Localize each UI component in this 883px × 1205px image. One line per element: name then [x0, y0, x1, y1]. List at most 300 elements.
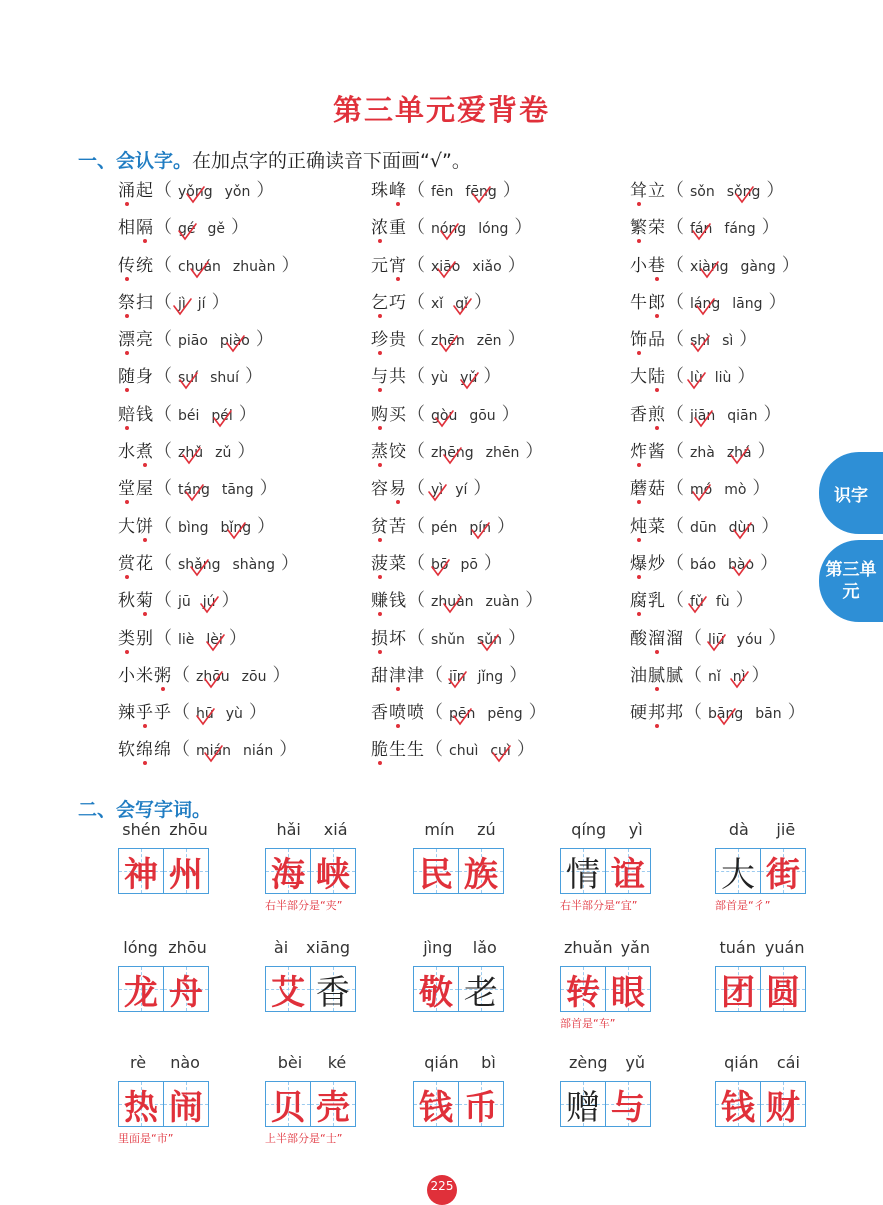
word-writing-group	[715, 820, 815, 913]
pinyin-option[interactable]: mò	[724, 482, 747, 499]
pinyin-option[interactable]: xiǎo	[472, 258, 502, 275]
pinyin-label: zhuǎn	[563, 938, 613, 957]
emphasis-dot	[378, 239, 382, 243]
pinyin-option[interactable]: bǐng	[221, 513, 252, 543]
pinyin-label: lóng	[123, 938, 158, 957]
checkmark-icon	[435, 260, 457, 280]
hanzi-char: 财	[765, 1087, 800, 1128]
pinyin-option[interactable]: zhuàn	[431, 587, 474, 617]
pinyin-option[interactable]: sǔn	[477, 625, 502, 655]
open-paren: （	[154, 217, 172, 239]
checkmark-icon	[446, 670, 468, 690]
tianzige-box[interactable]	[163, 1081, 209, 1127]
vocab-word: 繁荣	[630, 213, 666, 243]
vocab-word: 油腻腻	[630, 661, 684, 691]
vocab-word: 涌起	[118, 176, 154, 206]
emphasis-dot	[655, 277, 659, 281]
vocab-word: 传统	[118, 251, 154, 281]
close-paren: ）	[739, 329, 758, 351]
pinyin-option[interactable]: bān	[755, 706, 782, 723]
tianzige-box[interactable]	[310, 966, 356, 1012]
pinyin-option[interactable]: zhǔ	[178, 438, 203, 468]
tianzige-box[interactable]	[163, 848, 209, 894]
close-paren: ）	[231, 217, 249, 239]
close-paren: ）	[279, 739, 298, 761]
word-writing-group	[560, 820, 660, 913]
checkmark-icon	[188, 260, 210, 280]
pinyin-label: zèng	[568, 1053, 608, 1072]
writing-grid	[118, 848, 218, 894]
tianzige-box[interactable]	[715, 1081, 761, 1127]
pinyin-option[interactable]: pō	[460, 556, 478, 573]
hanzi-char: 敬	[419, 972, 453, 1013]
emphasis-dot	[125, 388, 129, 392]
tianzige-box[interactable]	[458, 848, 504, 894]
vocab-row	[118, 549, 838, 586]
vocab-item	[630, 661, 770, 691]
vocab-item	[371, 661, 527, 691]
word-writing-group	[413, 938, 513, 1012]
open-paren: （	[154, 366, 172, 388]
pinyin-option[interactable]: zhuàn	[232, 258, 276, 275]
emphasis-dot	[125, 351, 129, 355]
pinyin-option[interactable]: hū	[196, 699, 214, 729]
checkmark-icon	[202, 670, 224, 690]
emphasis-dot	[637, 202, 641, 206]
open-paren: （	[154, 627, 172, 649]
pinyin-option[interactable]: sǒn	[690, 184, 715, 200]
hanzi-char: 转	[566, 972, 600, 1013]
tianzige-box[interactable]	[760, 966, 806, 1012]
pinyin-option[interactable]: xiàng	[690, 252, 729, 282]
pinyin-option[interactable]: zhēng	[431, 438, 474, 468]
pinyin-option[interactable]: lù	[690, 363, 703, 393]
vocab-word: 贫苦	[371, 512, 407, 542]
vocab-word: 赔钱	[118, 400, 154, 430]
word-writing-group	[265, 938, 365, 1012]
pinyin-option[interactable]: zhá	[727, 438, 752, 468]
checkmark-icon	[478, 633, 500, 653]
section-2-number: 二、	[78, 799, 117, 821]
checkmark-icon	[194, 707, 216, 727]
pinyin-option[interactable]: gōu	[469, 407, 496, 424]
emphasis-dot	[143, 724, 147, 728]
emphasis-dot	[378, 388, 382, 392]
emphasis-dot	[637, 575, 641, 579]
tianzige-box[interactable]	[118, 1081, 164, 1127]
vocab-item	[118, 437, 255, 467]
checkmark-icon	[685, 371, 707, 391]
pinyin-option[interactable]: yí	[455, 482, 468, 499]
pinyin-option[interactable]: suí	[178, 363, 198, 393]
open-paren: （	[666, 291, 684, 313]
open-paren: （	[407, 552, 425, 574]
pinyin-option[interactable]: yǒng	[178, 177, 213, 207]
vocab-item	[371, 325, 526, 355]
tianzige-box[interactable]	[265, 966, 311, 1012]
pinyin-line	[560, 938, 654, 960]
pinyin-option[interactable]: nián	[242, 743, 274, 760]
open-paren: （	[666, 590, 684, 612]
checkmark-icon	[426, 483, 448, 503]
emphasis-dot	[125, 277, 129, 281]
pinyin-option[interactable]: chuán	[178, 252, 221, 282]
pinyin-option[interactable]: báo	[690, 556, 717, 573]
checkmark-icon	[180, 446, 202, 466]
word-writing-group	[118, 820, 218, 894]
pinyin-label: tuán	[719, 938, 756, 957]
hanzi-char: 赠	[566, 1087, 600, 1128]
hanzi-char: 神	[124, 854, 158, 895]
word-writing-group	[413, 1053, 513, 1127]
open-paren: （	[172, 664, 190, 686]
open-paren: （	[407, 627, 425, 649]
tianzige-box[interactable]	[560, 1081, 606, 1127]
pinyin-option[interactable]: gòu	[431, 401, 457, 431]
vocab-word: 元宵	[371, 251, 407, 281]
vocab-item	[371, 362, 501, 392]
open-paren: （	[154, 180, 172, 201]
open-paren: （	[666, 366, 684, 388]
vocab-row	[118, 362, 838, 399]
writing-grid	[265, 1081, 365, 1127]
checkmark-icon	[698, 260, 720, 280]
vocab-item	[118, 251, 299, 281]
pinyin-option[interactable]: jí	[197, 295, 206, 312]
checkmark-icon	[728, 446, 750, 466]
vocab-word: 耸立	[630, 176, 666, 206]
pinyin-line	[265, 1053, 359, 1075]
pinyin-option[interactable]: pín	[469, 513, 491, 543]
tianzige-box[interactable]	[413, 848, 459, 894]
pinyin-line	[118, 820, 212, 842]
vocab-word: 炸酱	[630, 437, 666, 467]
checkmark-icon	[441, 595, 463, 615]
pinyin-option[interactable]: dūn	[690, 519, 717, 536]
close-paren: ）	[507, 254, 526, 276]
pinyin-option[interactable]: táng	[178, 475, 210, 505]
pinyin-option[interactable]: nǐ	[708, 668, 721, 685]
vocab-word: 浓重	[371, 213, 407, 243]
pinyin-line	[560, 1053, 654, 1075]
checkmark-icon	[730, 558, 752, 578]
pinyin-option[interactable]: zhēn	[431, 326, 465, 356]
vocab-item	[371, 698, 547, 728]
pinyin-option[interactable]: qiān	[727, 407, 758, 424]
pinyin-option[interactable]: béi	[178, 407, 200, 424]
reading-exercise	[118, 176, 838, 773]
vocab-row	[118, 624, 838, 661]
pinyin-option[interactable]: mó	[690, 475, 712, 505]
open-paren: （	[666, 515, 684, 537]
close-paren: ）	[248, 702, 267, 724]
pinyin-option[interactable]: bāng	[708, 699, 743, 729]
close-paren: ）	[257, 515, 276, 537]
close-paren: ）	[761, 217, 780, 239]
pinyin-option[interactable]: lèi	[206, 625, 222, 655]
vocab-row	[118, 325, 838, 362]
emphasis-dot	[396, 277, 400, 281]
emphasis-dot	[378, 650, 382, 654]
emphasis-dot	[396, 687, 400, 691]
close-paren: ）	[525, 590, 544, 612]
pinyin-option[interactable]: jū	[178, 594, 191, 611]
tianzige-box[interactable]	[605, 848, 651, 894]
pinyin-option[interactable]: liù	[714, 370, 732, 387]
checkmark-icon	[171, 297, 193, 317]
close-paren: ）	[211, 291, 230, 313]
tianzige-box[interactable]	[458, 1081, 504, 1127]
pinyin-option[interactable]: jǐng	[477, 668, 504, 685]
pinyin-option[interactable]: bō	[431, 550, 448, 580]
vocab-item	[371, 400, 520, 430]
tianzige-box[interactable]	[163, 966, 209, 1012]
tianzige-box[interactable]	[560, 966, 606, 1012]
tianzige-box[interactable]	[605, 1081, 651, 1127]
pinyin-option[interactable]: xǐ	[431, 295, 444, 312]
checkmark-icon	[183, 483, 205, 503]
emphasis-dot	[396, 724, 400, 728]
open-paren: （	[666, 217, 684, 239]
pinyin-option[interactable]: bìng	[178, 519, 209, 536]
vocab-word: 香煎	[630, 400, 666, 430]
vocab-item	[630, 624, 786, 654]
pinyin-option[interactable]: zēn	[476, 333, 502, 350]
vocab-row	[118, 735, 838, 772]
pinyin-option[interactable]: pēn	[449, 699, 475, 729]
close-paren: ）	[751, 664, 770, 686]
tianzige-box[interactable]	[265, 1081, 311, 1127]
pinyin-option[interactable]: shì	[690, 326, 710, 356]
emphasis-dot	[637, 538, 641, 542]
vocab-word: 牛郎	[630, 288, 666, 318]
open-paren: （	[154, 329, 172, 351]
pinyin-option[interactable]: gě	[207, 221, 225, 238]
pinyin-option[interactable]: bào	[728, 550, 754, 580]
pinyin-option[interactable]: liū	[708, 625, 725, 655]
pinyin-option[interactable]: shàng	[232, 556, 276, 573]
close-paren: ）	[528, 702, 547, 724]
emphasis-dot	[378, 463, 382, 467]
hanzi-char: 贝	[271, 1087, 305, 1128]
pinyin-option[interactable]: zhōu	[196, 662, 230, 692]
close-paren: ）	[483, 552, 502, 574]
pinyin-option[interactable]: cuì	[490, 736, 510, 766]
pinyin-option[interactable]: fēng	[465, 177, 496, 207]
pinyin-option[interactable]: piāo	[178, 333, 208, 350]
pinyin-option[interactable]: jīn	[449, 662, 466, 692]
pinyin-option[interactable]: fēn	[431, 184, 454, 200]
word-writing-group	[560, 938, 660, 1031]
hanzi-char: 舟	[168, 972, 203, 1013]
tianzige-box[interactable]	[458, 966, 504, 1012]
open-paren: （	[425, 664, 443, 686]
pinyin-option[interactable]: jú	[203, 587, 216, 617]
checkmark-icon	[469, 521, 491, 541]
pinyin-option[interactable]: yǒn	[224, 184, 251, 200]
vocab-item	[118, 735, 297, 765]
pinyin-line	[413, 1053, 507, 1075]
pinyin-option[interactable]: piào	[220, 326, 250, 356]
close-paren: ）	[757, 441, 776, 463]
checkmark-icon	[692, 409, 714, 429]
pinyin-label: jiē	[776, 820, 796, 839]
pinyin-option[interactable]: péi	[211, 401, 232, 431]
vocab-item	[630, 213, 780, 243]
hanzi-char: 情	[566, 854, 600, 895]
checkmark-icon	[690, 483, 712, 503]
tianzige-box[interactable]	[310, 1081, 356, 1127]
pinyin-option[interactable]: sǒng	[727, 177, 761, 207]
open-paren: （	[407, 403, 425, 425]
writing-grid	[413, 966, 513, 1012]
pinyin-option[interactable]: zōu	[241, 668, 267, 685]
pinyin-option[interactable]: qǐ	[455, 289, 468, 319]
pinyin-option[interactable]: lāng	[732, 295, 763, 312]
pinyin-option[interactable]: jì	[178, 289, 186, 319]
pinyin-option[interactable]: fǔ	[690, 587, 704, 617]
pinyin-option[interactable]: yù	[431, 370, 449, 387]
vocab-item	[371, 251, 526, 281]
pinyin-option[interactable]: pēng	[487, 706, 523, 723]
pinyin-option[interactable]: xiāo	[431, 252, 460, 282]
vocab-word: 软绵绵	[118, 735, 172, 765]
tianzige-box[interactable]	[413, 966, 459, 1012]
pinyin-option[interactable]: liè	[178, 631, 195, 648]
pinyin-option[interactable]: jiān	[690, 401, 715, 431]
page-number: 225	[427, 1175, 457, 1205]
open-paren: （	[684, 627, 702, 649]
pinyin-option[interactable]: mián	[196, 736, 231, 766]
vocab-word: 蘑菇	[630, 474, 666, 504]
close-paren: ）	[245, 366, 263, 388]
pinyin-option[interactable]: gé	[178, 214, 196, 244]
pinyin-option[interactable]: pén	[431, 519, 458, 536]
pinyin-line	[413, 820, 507, 842]
emphasis-dot	[143, 612, 147, 616]
emphasis-dot	[637, 239, 641, 243]
pinyin-line	[118, 938, 212, 960]
section-1-instruction: 在加点字的正确读音下面画“√”。	[192, 150, 471, 172]
checkmark-icon	[176, 222, 198, 242]
checkmark-icon	[429, 558, 451, 578]
vocab-item	[118, 586, 240, 616]
vocab-word: 炖菜	[630, 512, 666, 542]
tianzige-box[interactable]	[265, 848, 311, 894]
pinyin-label: nào	[170, 1053, 200, 1072]
pinyin-option[interactable]: yù	[225, 706, 243, 723]
pinyin-option[interactable]: shuí	[210, 370, 239, 387]
vocab-row	[118, 474, 838, 511]
hanzi-char: 币	[463, 1087, 498, 1128]
pinyin-label: qíng	[571, 820, 607, 839]
pinyin-option[interactable]: chuì	[449, 743, 479, 760]
pinyin-option[interactable]: fù	[715, 594, 730, 611]
pinyin-option[interactable]: fáng	[724, 221, 756, 238]
pinyin-option[interactable]: zhà	[690, 445, 715, 462]
section-1-title: 会认字。	[116, 150, 193, 172]
pinyin-option[interactable]: shǔn	[431, 631, 465, 648]
pinyin-option[interactable]: sì	[722, 333, 734, 350]
vocab-word: 辣乎乎	[118, 698, 172, 728]
close-paren: ）	[259, 478, 278, 500]
vocab-word: 脆生生	[371, 735, 425, 765]
close-paren: ）	[781, 254, 800, 276]
pinyin-option[interactable]: fán	[690, 214, 712, 244]
open-paren: （	[172, 739, 190, 761]
checkmark-icon	[470, 185, 492, 205]
vocab-row	[118, 437, 838, 474]
tianzige-box[interactable]	[760, 848, 806, 894]
close-paren: ）	[221, 590, 240, 612]
writing-hint: 上半部分是“士”	[265, 1132, 343, 1145]
close-paren: ）	[473, 291, 492, 313]
vocab-item	[118, 213, 249, 243]
pinyin-label: yì	[628, 820, 643, 839]
open-paren: （	[154, 403, 172, 425]
pinyin-line	[265, 820, 359, 842]
pinyin-option[interactable]: yóu	[736, 631, 763, 648]
vocab-word: 爆炒	[630, 549, 666, 579]
pinyin-option[interactable]: gàng	[740, 258, 776, 275]
tianzige-box[interactable]	[310, 848, 356, 894]
tianzige-box[interactable]	[605, 966, 651, 1012]
tianzige-box[interactable]	[118, 848, 164, 894]
pinyin-option[interactable]: shǎng	[178, 550, 221, 580]
checkmark-icon	[438, 222, 460, 242]
tianzige-box[interactable]	[560, 848, 606, 894]
writing-grid	[560, 1081, 660, 1127]
pinyin-option[interactable]: yǔ	[460, 363, 477, 393]
close-paren: ）	[255, 329, 274, 351]
writing-hint: 右半部分是“夹”	[265, 899, 343, 912]
vocab-word: 饰品	[630, 325, 666, 355]
pinyin-label: zú	[477, 820, 496, 839]
close-paren: ）	[735, 590, 754, 612]
tianzige-box[interactable]	[715, 966, 761, 1012]
open-paren: （	[407, 590, 425, 612]
pinyin-option[interactable]: dùn	[729, 513, 756, 543]
hanzi-char: 龙	[124, 972, 158, 1013]
pinyin-option[interactable]: nì	[733, 662, 746, 692]
word-writing-group	[265, 1053, 365, 1146]
pinyin-label: mín	[424, 820, 455, 839]
vocab-word: 秋菊	[118, 586, 154, 616]
pinyin-option[interactable]: nóng	[431, 214, 466, 244]
pinyin-option[interactable]: yì	[431, 475, 443, 505]
tianzige-box[interactable]	[760, 1081, 806, 1127]
pinyin-option[interactable]: zǔ	[215, 445, 232, 462]
pinyin-option[interactable]: láng	[690, 289, 720, 319]
vocab-item	[371, 624, 526, 654]
pinyin-label: xiá	[323, 820, 348, 839]
tianzige-box[interactable]	[413, 1081, 459, 1127]
word-writing-group	[265, 820, 365, 913]
vocab-row	[118, 213, 838, 250]
writing-grid	[413, 1081, 513, 1127]
vocab-item	[118, 474, 278, 504]
checkmark-icon	[451, 297, 473, 317]
pinyin-option[interactable]: zuàn	[485, 594, 520, 611]
tianzige-box[interactable]	[715, 848, 761, 894]
close-paren: ）	[272, 664, 291, 686]
pinyin-option[interactable]: lóng	[478, 221, 509, 238]
pinyin-option[interactable]: zhēn	[485, 445, 520, 462]
pinyin-option[interactable]: tāng	[221, 482, 254, 499]
open-paren: （	[407, 329, 425, 351]
tianzige-box[interactable]	[118, 966, 164, 1012]
checkmark-icon	[694, 297, 716, 317]
